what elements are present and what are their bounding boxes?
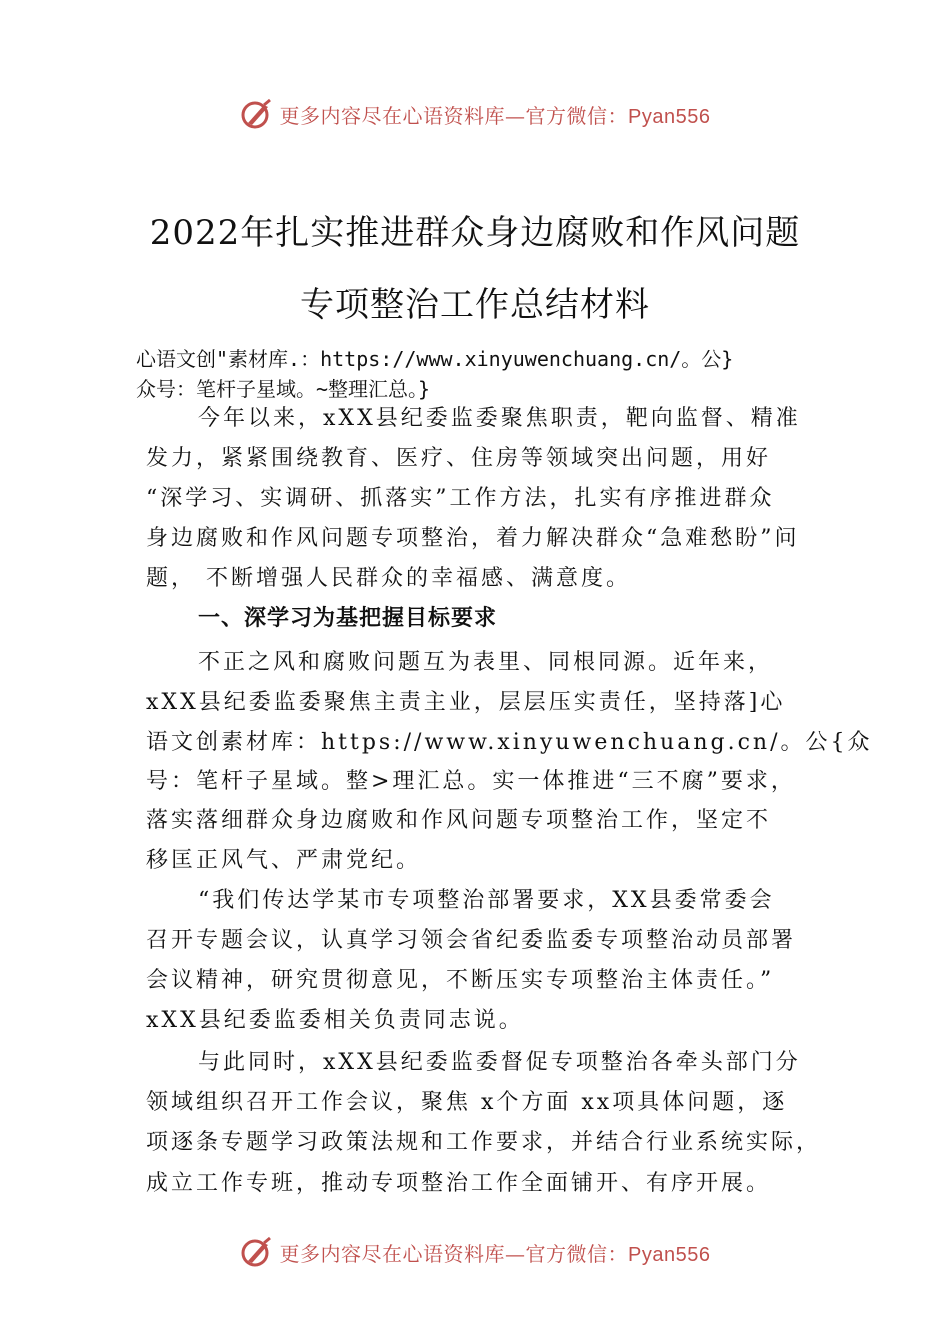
watermark-wechat-id: Pyan556 xyxy=(628,105,711,128)
watermark-wechat-id: Pyan556 xyxy=(628,1243,711,1266)
watermark-banner-top xyxy=(0,94,950,134)
body-line: 会议精神，研究贯彻意见，不断压实专项整治主体责任。” xyxy=(146,968,775,993)
body-line: “我们传达学某市专项整治部署要求，XX县委常委会 xyxy=(198,888,775,913)
body-line: xXX县纪委监委相关负责同志说。 xyxy=(146,1008,524,1033)
pen-in-circle-logo xyxy=(240,97,274,131)
body-line: 语文创素材库：https://www.xinyuwenchuang.cn/。公{众 xyxy=(146,730,873,755)
watermark-text xyxy=(280,1238,711,1267)
body-line: 移匡正风气、严肃党纪。 xyxy=(146,848,422,873)
body-line: 发力，紧紧围绕教育、医疗、住房等领域突出问题，用好 xyxy=(146,446,772,471)
section-heading: 一、深学习为基把握目标要求 xyxy=(198,606,498,631)
body-line: 不正之风和腐败问题互为表里、同根同源。近年来， xyxy=(198,650,774,675)
body-line: 身边腐败和作风问题专项整治，着力解决群众“急难愁盼”问 xyxy=(146,526,800,551)
watermark-banner-bottom xyxy=(0,1232,950,1272)
body-line: 领域组织召开工作会议，聚焦 x个方面 xx项具体问题，逐 xyxy=(146,1090,788,1115)
body-line: 项逐条专题学习政策法规和工作要求，并结合行业系统实际， xyxy=(146,1130,822,1155)
watermark-text-cn: 更多内容尽在心语资料库—官方微信： xyxy=(279,103,629,128)
body-line: 与此同时，xXX县纪委监委督促专项整治各牵头部门分 xyxy=(198,1050,801,1075)
watermark-text-cn: 更多内容尽在心语资料库—官方微信： xyxy=(279,1241,629,1266)
pen-in-circle-logo xyxy=(240,1235,274,1269)
body-line: “深学习、实调研、抓落实”工作方法，扎实有序推进群众 xyxy=(146,486,775,511)
body-line: 成立工作专班，推动专项整治工作全面铺开、有序开展。 xyxy=(146,1171,772,1196)
body-line: 落实落细群众身边腐败和作风问题专项整治工作，坚定不 xyxy=(146,808,772,833)
body-line: 题， 不断增强人民群众的幸福感、满意度。 xyxy=(146,566,631,591)
document-title-line1: 2022年扎实推进群众身边腐败和作风问题 xyxy=(149,213,801,253)
document-title-line2: 专项整治工作总结材料 xyxy=(300,285,650,325)
body-line: 召开专题会议，认真学习领会省纪委监委专项整治动员部署 xyxy=(146,928,797,953)
body-line: xXX县纪委监委聚焦主责主业，层层压实责任，坚持落]心 xyxy=(146,690,786,715)
body-line: 众号：笔杆子星域。~整理汇总。} xyxy=(136,377,431,401)
body-line: 心语文创"素材库.：https://www.xinyuwenchuang.cn/。公} xyxy=(136,347,734,371)
body-line: 号：笔杆子星域。整>理汇总。实一体推进“三不腐”要求， xyxy=(146,769,796,794)
watermark-text xyxy=(280,100,711,129)
body-line: 今年以来，xXX县纪委监委聚焦职责，靶向监督、精准 xyxy=(198,406,801,431)
